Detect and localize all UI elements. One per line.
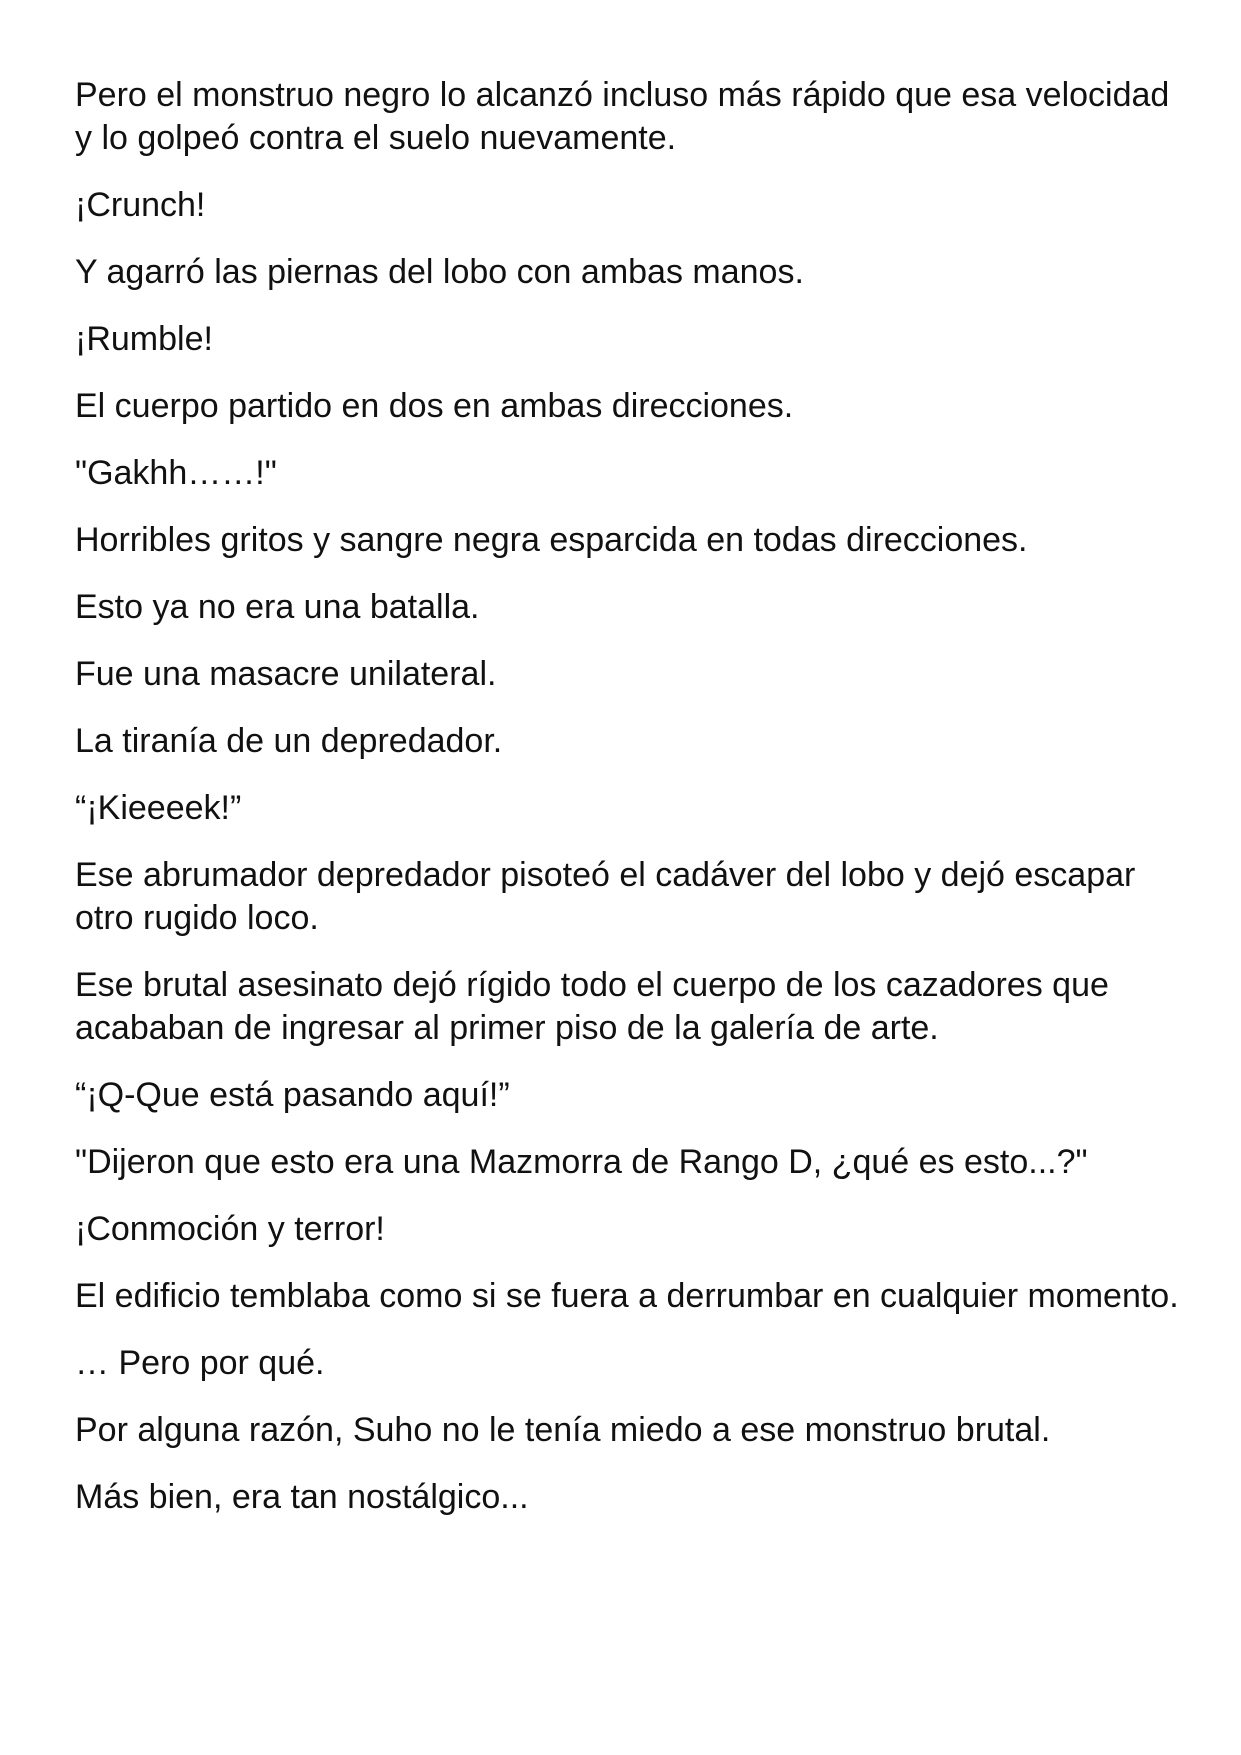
paragraph: El edificio temblaba como si se fuera a derrumbar en cualquier momento. <box>75 1277 1179 1315</box>
paragraph: Ese brutal asesinato dejó rígido todo el cuerpo de los cazadores que acababan de ingresar al primer piso de la galería de arte. <box>75 966 1109 1047</box>
paragraph: ¡Crunch! <box>75 186 206 224</box>
paragraph: Y agarró las piernas del lobo con ambas manos. <box>75 253 804 291</box>
paragraph: ¡Rumble! <box>75 320 213 358</box>
paragraph: Horribles gritos y sangre negra esparcida en todas direcciones. <box>75 521 1028 559</box>
paragraph: Por alguna razón, Suho no le tenía miedo a ese monstruo brutal. <box>75 1411 1051 1449</box>
paragraph: El cuerpo partido en dos en ambas direcciones. <box>75 387 794 425</box>
paragraph: "Dijeron que esto era una Mazmorra de Rango D, ¿qué es esto...?" <box>75 1143 1088 1181</box>
paragraph: “¡Kieeeek!” <box>75 789 242 827</box>
paragraph: Esto ya no era una batalla. <box>75 588 480 626</box>
paragraph: La tiranía de un depredador. <box>75 722 503 760</box>
paragraph: ¡Conmoción y terror! <box>75 1210 385 1248</box>
paragraph: Pero el monstruo negro lo alcanzó incluso más rápido que esa velocidad y lo golpeó contra el suelo nuevamente. <box>75 76 1170 157</box>
paragraph: Ese abrumador depredador pisoteó el cadáver del lobo y dejó escapar otro rugido loco. <box>75 856 1136 937</box>
paragraph: “¡Q-Que está pasando aquí!” <box>75 1076 510 1114</box>
paragraph: "Gakhh……!" <box>75 454 277 492</box>
paragraph: Fue una masacre unilateral. <box>75 655 497 693</box>
paragraph: … Pero por qué. <box>75 1344 325 1382</box>
paragraph: Más bien, era tan nostálgico... <box>75 1478 529 1516</box>
text-body <box>75 74 1185 1543</box>
